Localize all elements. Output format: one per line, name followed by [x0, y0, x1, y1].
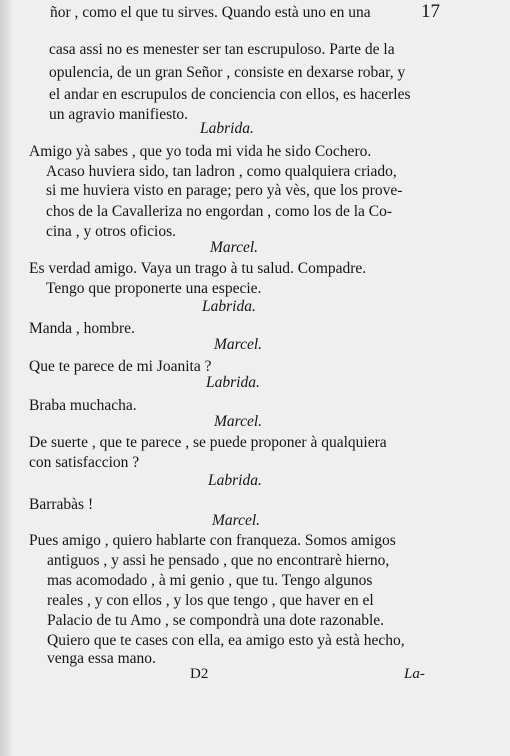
text-line: opulencia, de un gran Señor , consiste en dexarse robar, y [49, 64, 406, 81]
text-line: ñor , como el que tu sirves. Quando està uno en una [50, 4, 371, 21]
speaker-name: Marcel. [212, 512, 261, 529]
speaker-name: Labrida. [206, 374, 260, 391]
text-line: Braba muchacha. [29, 397, 137, 414]
text-line: Amigo yà sabes , que yo toda mi vida he sido Cochero. [29, 143, 372, 160]
text-line: con satisfaccion ? [29, 454, 140, 471]
text-line: De suerte , que te parece , se puede proponer à qualquiera [29, 434, 387, 451]
text-line: Es verdad amigo. Vaya un trago à tu salud. Compadre. [29, 260, 367, 277]
signature-mark: D2 [190, 666, 209, 682]
text-line: Tengo que proponerte una especie. [46, 280, 262, 297]
speaker-name: Marcel. [210, 239, 259, 256]
text-line: cina , y otros oficios. [46, 223, 177, 240]
text-line: un agravio manifiesto. [49, 106, 189, 123]
speaker-name: Labrida. [202, 298, 256, 315]
text-line: Quiero que te cases con ella, ea amigo esto yà està hecho, [47, 632, 405, 649]
text-line: Palacio de tu Amo , se compondrà una dote razonable. [47, 612, 385, 629]
text-line: chos de la Cavalleriza no engordan , como los de la Co- [46, 203, 393, 220]
text-line: si me huviera visto en parage; pero yà vès, que los prove- [46, 182, 403, 199]
text-line: Barrabàs ! [29, 496, 94, 513]
speaker-name: Marcel. [214, 413, 263, 430]
speaker-name: Labrida. [208, 472, 262, 489]
speaker-name: Labrida. [200, 120, 254, 137]
text-line: mas acomodado , à mi genio , que tu. Tengo algunos [47, 572, 373, 589]
text-line: reales , y con ellos , y los que tengo , que haver en el [47, 592, 374, 609]
page-number: 17 [421, 1, 440, 22]
text-line: Manda , hombre. [29, 320, 135, 337]
text-line: el andar en escrupulos de conciencia con ellos, es hacerles [49, 86, 411, 103]
text-line: Que te parece de mi Joanita ? [29, 358, 212, 375]
text-line: antiguos , y assi he pensado , que no encontrarè hierno, [47, 552, 390, 569]
page-edge-shadow [0, 0, 14, 756]
text-line: Acaso huviera sido, tan ladron , como qualquiera criado, [46, 163, 397, 180]
text-line: venga essa mano. [47, 650, 156, 667]
catchword: La- [404, 666, 425, 682]
speaker-name: Marcel. [214, 336, 263, 353]
text-line: casa assi no es menester ser tan escrupuloso. Parte de la [49, 41, 395, 58]
text-line: Pues amigo , quiero hablarte con franqueza. Somos amigos [29, 532, 396, 549]
